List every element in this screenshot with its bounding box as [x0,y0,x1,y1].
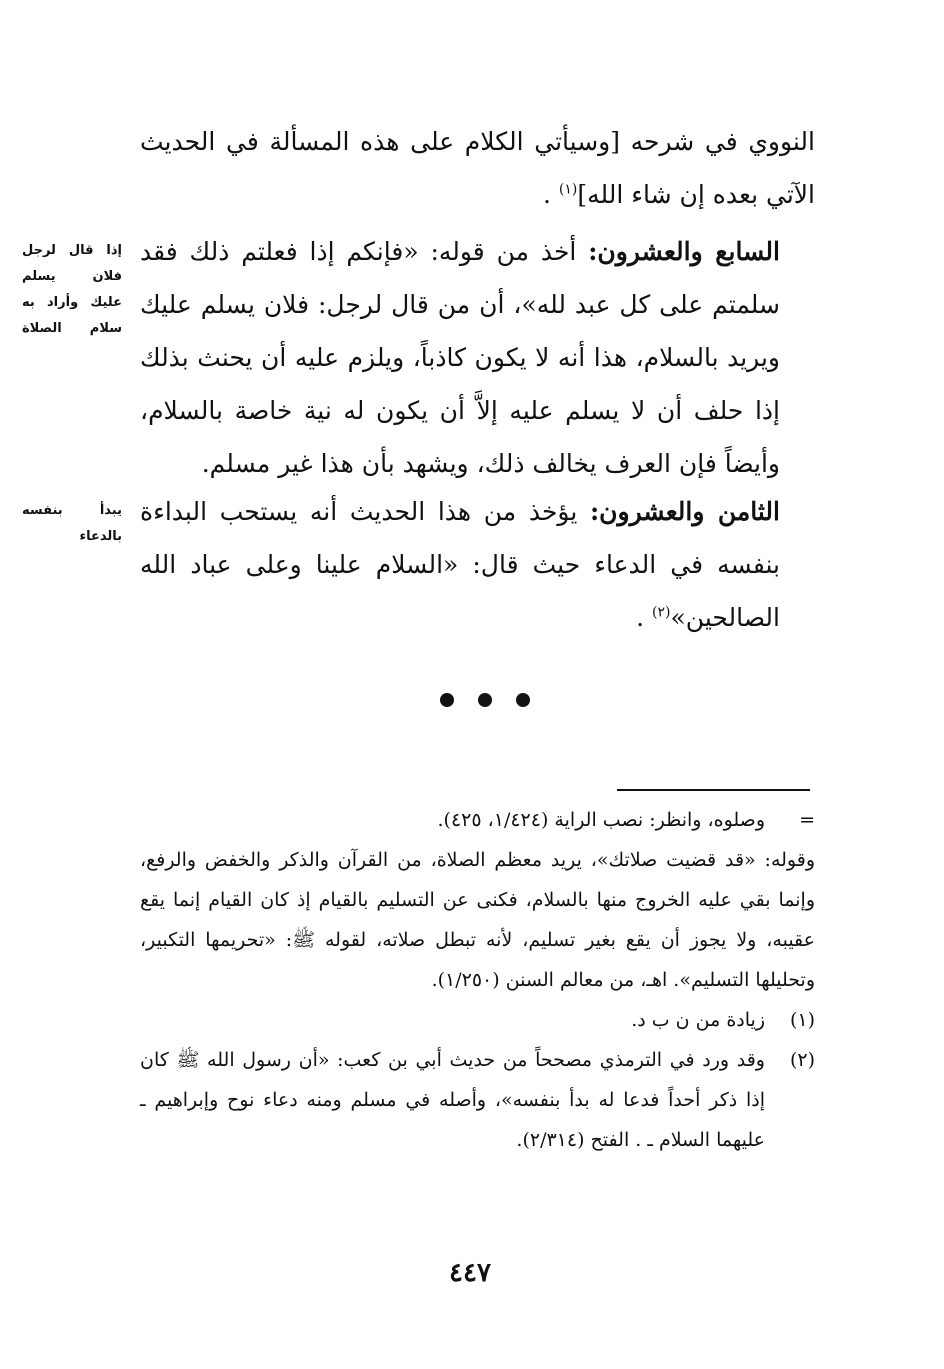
paragraph-continuation [140,115,815,221]
paragraph-text: يؤخذ من هذا الحديث أنه يستحب البداءة بنفسه في الدعاء حيث قال: «السلام علينا وعلى عباد الله الصالحين» [140,497,780,632]
footnote-ref-1: (١) [558,181,578,198]
footnote-continuation [140,800,815,840]
separator-dot [516,693,530,707]
paragraph-text: أخذ من قوله: «فإنكم إذا فعلتم ذلك فقد سلمتم على كل عبد لله»، أن من قال لرجل: فلان يسلم عليك ويريد بالسلام، هذا أنه لا يكون كاذباً، ويلزم عليه أن يحنث بذلك إذا حلف أن لا يسلم عليه إلاَّ أن يكون له نية خاصة بالسلام، وأيضاً فإن العرف يخالف ذلك، ويشهد بأن هذا غير مسلم. [140,237,780,478]
paragraph-end: . [542,180,551,209]
separator-dot [478,693,492,707]
margin-note: إذا قال لرجل فلان يسلم عليك وأراد به سلام الصلاة [22,243,122,336]
footnotes [140,800,815,1160]
footnote-text: وقوله: «قد قضيت صلاتك»، يريد معظم الصلاة، من القرآن والذكر والخفض والرفع، وإنما بقي عليه الخروج منها بالسلام، فكنى عن التسليم بالقيام إذ كان القيام إنما يقع عقيبه، ولا يجوز أن يقع بغير تسليم، لأنه تبطل صلاته، لقوله ﷺ: «تحريمها التكبير، وتحليلها التسليم». اهـ، من معالم السنن (١/٢٥٠). [140,849,815,991]
footnote-text: وقد ورد في الترمذي مصححاً من حديث أبي بن كعب: «أن رسول الله ﷺ كان إذا ذكر أحداً فدعا له بدأ بنفسه»، وأصله في مسلم ومنه دعاء نوح وإبراهيم ـ عليهما السلام ـ . الفتح (٢/٣١٤). [140,1049,765,1151]
footnote-text: وصلوه، وانظر: نصب الراية (١/٤٢٤، ٤٢٥). [437,809,765,831]
section-separator [440,690,530,710]
footnote-divider [617,789,810,791]
paragraph-27 [140,225,815,490]
paragraph-lead: الثامن والعشرون: [589,497,780,526]
paragraph-end: . [636,603,645,632]
footnote-mark: (١) [789,1009,815,1031]
footnote-item [140,1040,815,1160]
paragraph-text: النووي في شرحه [وسيأتي الكلام على هذه المسألة في الحديث الآتي بعده إن شاء الله] [140,127,815,209]
footnote-text: زيادة من ن ب د. [631,1009,765,1031]
page-number: ٤٤٧ [449,1258,491,1288]
footnote-item [140,1000,815,1040]
footnote-mark: (٢) [789,1049,815,1071]
footnote-ref-2: (٢) [652,604,671,621]
separator-dot [440,693,454,707]
paragraph-28 [140,485,815,644]
footnote-continuation [140,840,815,1000]
footnote-mark: = [799,809,815,831]
paragraph-lead: السابع والعشرون: [588,237,780,266]
margin-note: يبدأ بنفسه بالدعاء [22,503,122,544]
